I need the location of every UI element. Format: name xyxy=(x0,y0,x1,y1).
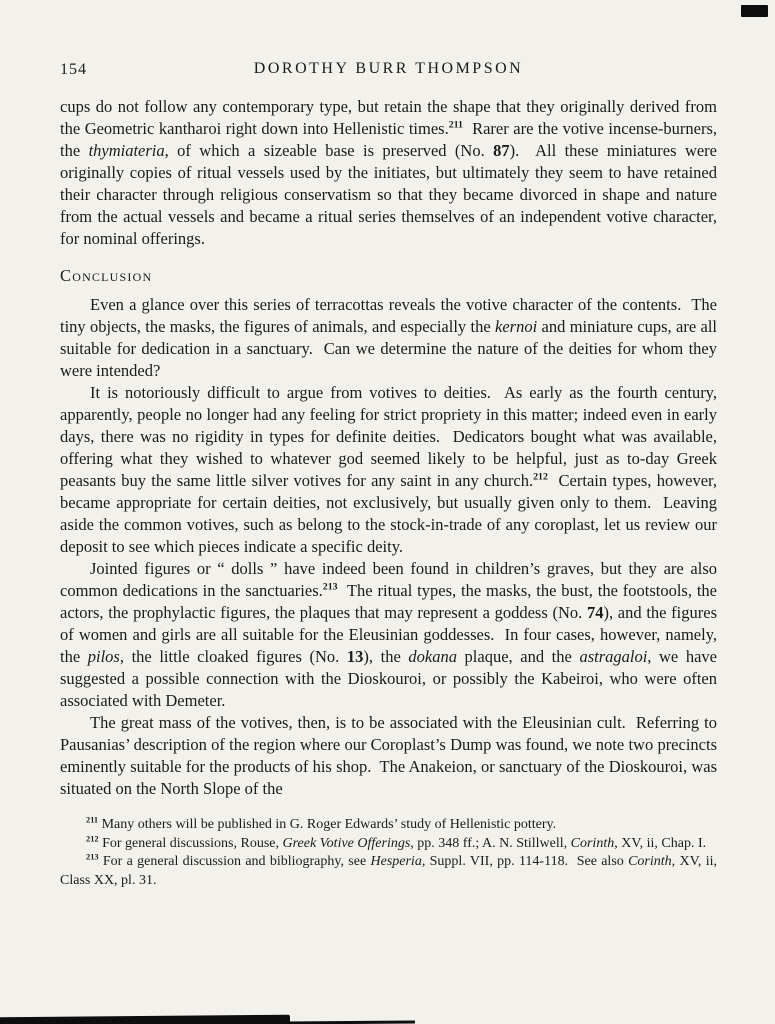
text-run: Rarer are the votive incense-burners, the xyxy=(60,119,722,160)
paragraph xyxy=(60,96,722,250)
text-run: Even a glance over this series of terracottas reveals the votive character of the contents. The tiny objects, the masks, the figures of animals, and especially the xyxy=(60,295,722,336)
footnote xyxy=(60,852,721,890)
text-run: For a general discussion and bibliography, see xyxy=(98,854,371,869)
text-run: Greek Votive Offerings xyxy=(282,835,411,851)
footnote-ref: 212 xyxy=(533,471,548,483)
running-head: DOROTHY BURR THOMPSON xyxy=(253,60,524,77)
footnotes xyxy=(60,815,721,890)
text-run: Jointed figures or “ dolls ” have indeed been found in children’s graves, but they are also common dedications in the sanctuaries. xyxy=(60,559,722,600)
text-run: astragaloi xyxy=(579,647,648,666)
text-run: For general discussions, Rouse, xyxy=(98,835,283,851)
page-number: 154 xyxy=(60,61,87,78)
text-run: Certain types, however, became appropriate for certain deities, not exclusively, but usually given only to them. Leaving aside the common votives, such as belong to the stock-in-trade of any coroplast, let us review our deposit to see which pieces indicate a specific deity. xyxy=(60,471,722,556)
footnote xyxy=(60,816,717,835)
scan-artifact-top-right xyxy=(741,5,768,17)
text-run: Many others will be published in G. Roger Edwards’ study of Hellenistic pottery. xyxy=(98,817,557,832)
paragraph xyxy=(60,558,722,712)
text-run: ). All these miniatures were originally copies of ritual vessels used by the initiates, but ultimately they seem to have retained their character through religious conservatism so that they became divorced in shape and nature from the actual vessels and became a ritual series themselves of an independent votive character, for nominal offerings. xyxy=(60,141,722,248)
footnote-ref: 211 xyxy=(86,815,99,825)
text-run: , we have suggested a possible connection with the Dioskouroi, or possibly the Kabeiroi, who were often associated with Demeter. xyxy=(60,647,722,710)
footnote-ref: 212 xyxy=(86,833,99,843)
footnote-ref: 211 xyxy=(448,119,463,131)
scan-artifact-bottom-streak xyxy=(285,1021,415,1024)
text-run: , XV, ii, Chap. I. xyxy=(614,835,707,851)
text-run: Hesperia xyxy=(370,854,422,869)
text-run: , pp. 348 ff.; A. N. Stillwell, xyxy=(410,835,571,851)
text-run: The ritual types, the masks, the bust, the footstools, the actors, the prophylactic figures, the plaques that may represent a goddess (No. xyxy=(60,581,722,622)
text-run: , of which a sizeable base is preserved (No. xyxy=(164,141,494,160)
scan-artifact-bottom-left xyxy=(0,1015,290,1024)
text-run: pilos xyxy=(87,647,120,666)
footnote-ref: 213 xyxy=(86,852,99,862)
text-run: It is notoriously difficult to argue from votives to deities. As early as the fourth century, apparently, people no longer had any feeling for strict propriety in this matter; indeed even in early days, there was no rigidity in types for definite deities. Dedicators bought what was available, offering what they wished to whatever god seemed likely to be helpful, just as to-day Greek peasants buy the same little silver votives for any saint in any church. xyxy=(60,383,722,490)
text-run: , Suppl. VII, pp. 114-118. See also xyxy=(421,854,629,869)
text-run: cups do not follow any contemporary type, but retain the shape that they originally derived from the Geometric kantharoi right down into Hellenistic times. xyxy=(60,97,722,138)
text-run: , the little cloaked figures (No. xyxy=(119,647,347,666)
text-run: 13 xyxy=(346,647,364,666)
paragraph xyxy=(60,294,722,382)
text-run: and miniature cups, are all suitable for dedication in a sanctuary. Can we determine the nature of the deities for whom they were intended? xyxy=(60,317,722,380)
footnote xyxy=(60,835,717,854)
footnote-ref: 213 xyxy=(322,581,338,593)
text-run: Corinth xyxy=(628,854,672,869)
text-run: 87 xyxy=(493,141,510,160)
text-run: thymiateria xyxy=(88,141,165,160)
body-content xyxy=(60,96,722,800)
text-run: plaque, and the xyxy=(456,647,580,666)
text-run: kernoi xyxy=(495,317,538,336)
text-run: dokana xyxy=(408,647,457,666)
text-run: 74 xyxy=(586,603,604,622)
text-run: The great mass of the votives, then, is to be associated with the Eleusinian cult. Referring to Pausanias’ description of the region where our Coroplast’s Dump was found, we note two precincts eminently suitable for the products of his shop. The Anakeion, or sanctuary of the Dioskouroi, was situated on the North Slope of the xyxy=(60,713,722,798)
text-run: , XV, ii, Class XX, pl. 31. xyxy=(60,854,721,888)
paragraph xyxy=(60,382,722,558)
page-header xyxy=(60,60,717,82)
paragraph xyxy=(60,712,722,800)
text-run: Corinth xyxy=(570,835,615,851)
text-run: ), and the figures of women and girls are all suitable for the Eleusinian goddesses. In four cases, however, namely, the xyxy=(60,603,722,666)
section-heading: Conclusion xyxy=(60,266,153,285)
text-run: ), the xyxy=(363,647,409,666)
